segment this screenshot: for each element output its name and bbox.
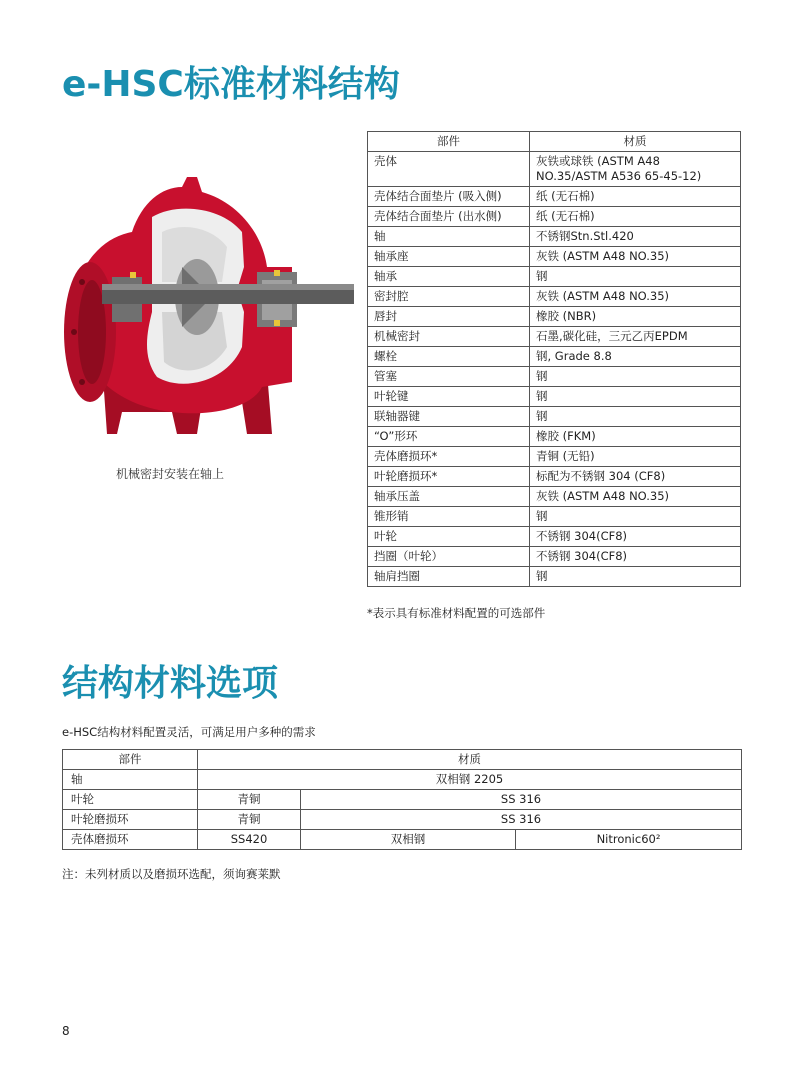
part-cell: 挡圈（叶轮）: [368, 547, 530, 567]
part-cell: 轴: [368, 227, 530, 247]
material-cell: 灰铁或球铁 (ASTM A48 NO.35/ASTM A536 65-45-12): [530, 152, 741, 187]
part-cell: 密封腔: [368, 287, 530, 307]
header-material: 材质: [530, 132, 741, 152]
part-cell: 壳体磨损环*: [368, 447, 530, 467]
page-title: e-HSC标准材料结构: [62, 64, 400, 105]
part-cell: 壳体磨损环: [63, 830, 198, 850]
material-cell: 双相钢: [301, 830, 516, 850]
material-cell: 青铜: [198, 810, 301, 830]
table-row: [63, 770, 742, 790]
material-cell: 不锈钢Stn.Stl.420: [530, 227, 741, 247]
table-row: [368, 447, 741, 467]
table-row: [368, 267, 741, 287]
header-material: 材质: [198, 750, 742, 770]
material-cell: 青铜 (无铅): [530, 447, 741, 467]
part-cell: 壳体结合面垫片 (吸入侧): [368, 187, 530, 207]
section-intro: e-HSC结构材料配置灵活，可满足用户多种的需求: [62, 725, 316, 739]
material-cell: 钢: [530, 567, 741, 587]
pump-cutaway-image: [62, 172, 354, 444]
material-cell: SS 316: [301, 810, 742, 830]
material-options-table: [62, 749, 742, 850]
table-row: [368, 247, 741, 267]
part-cell: 螺栓: [368, 347, 530, 367]
part-cell: 联轴器键: [368, 407, 530, 427]
standard-materials-table: [367, 131, 741, 587]
table-row: [368, 327, 741, 347]
table-note: 注：未列材质以及磨损环选配，须询赛莱默: [62, 867, 281, 881]
material-cell: 钢: [530, 387, 741, 407]
material-cell: 橡胶 (NBR): [530, 307, 741, 327]
table-header-row: [63, 750, 742, 770]
section-title: 结构材料选项: [62, 663, 279, 704]
material-cell: 钢: [530, 507, 741, 527]
material-cell: 不锈钢 304(CF8): [530, 527, 741, 547]
material-cell: 纸 (无石棉): [530, 187, 741, 207]
material-cell: 橡胶 (FKM): [530, 427, 741, 447]
table-row: [63, 830, 742, 850]
table-row: [368, 367, 741, 387]
table-header-row: [368, 132, 741, 152]
material-cell: SS 316: [301, 790, 742, 810]
part-cell: 轴承压盖: [368, 487, 530, 507]
table-row: [368, 547, 741, 567]
header-part: 部件: [368, 132, 530, 152]
material-cell: 钢: [530, 407, 741, 427]
part-cell: 壳体结合面垫片 (出水侧): [368, 207, 530, 227]
image-caption: 机械密封安装在轴上: [116, 467, 225, 481]
material-cell: 双相钢 2205: [198, 770, 742, 790]
table-footnote: *表示具有标准材料配置的可选部件: [367, 606, 546, 620]
part-cell: 叶轮磨损环: [63, 810, 198, 830]
part-cell: 唇封: [368, 307, 530, 327]
table-row: [368, 567, 741, 587]
page-number: 8: [62, 1024, 70, 1038]
material-cell: 青铜: [198, 790, 301, 810]
part-cell: “O”形环: [368, 427, 530, 447]
material-cell: 灰铁 (ASTM A48 NO.35): [530, 247, 741, 267]
material-cell: 标配为不锈钢 304 (CF8): [530, 467, 741, 487]
material-cell: SS420: [198, 830, 301, 850]
table-row: [368, 152, 741, 187]
material-cell: 钢: [530, 267, 741, 287]
part-cell: 叶轮磨损环*: [368, 467, 530, 487]
part-cell: 机械密封: [368, 327, 530, 347]
table-row: [368, 387, 741, 407]
material-cell: 灰铁 (ASTM A48 NO.35): [530, 287, 741, 307]
part-cell: 管塞: [368, 367, 530, 387]
material-cell: 石墨,碳化硅，三元乙丙EPDM: [530, 327, 741, 347]
table-row: [368, 187, 741, 207]
material-cell: 钢, Grade 8.8: [530, 347, 741, 367]
part-cell: 轴肩挡圈: [368, 567, 530, 587]
material-cell: Nitronic60²: [516, 830, 742, 850]
material-cell: 不锈钢 304(CF8): [530, 547, 741, 567]
material-cell: 钢: [530, 367, 741, 387]
table-row: [368, 307, 741, 327]
table-row: [63, 790, 742, 810]
table-row: [368, 227, 741, 247]
part-cell: 叶轮: [368, 527, 530, 547]
part-cell: 轴承座: [368, 247, 530, 267]
table-row: [368, 427, 741, 447]
part-cell: 轴承: [368, 267, 530, 287]
material-cell: 纸 (无石棉): [530, 207, 741, 227]
table-row: [368, 507, 741, 527]
part-cell: 叶轮: [63, 790, 198, 810]
part-cell: 锥形销: [368, 507, 530, 527]
part-cell: 轴: [63, 770, 198, 790]
table-row: [368, 347, 741, 367]
table-row: [63, 810, 742, 830]
part-cell: 叶轮键: [368, 387, 530, 407]
table-row: [368, 527, 741, 547]
material-cell: 灰铁 (ASTM A48 NO.35): [530, 487, 741, 507]
header-part: 部件: [63, 750, 198, 770]
table-row: [368, 467, 741, 487]
table-row: [368, 487, 741, 507]
table-row: [368, 287, 741, 307]
table-row: [368, 207, 741, 227]
part-cell: 壳体: [368, 152, 530, 187]
table-row: [368, 407, 741, 427]
